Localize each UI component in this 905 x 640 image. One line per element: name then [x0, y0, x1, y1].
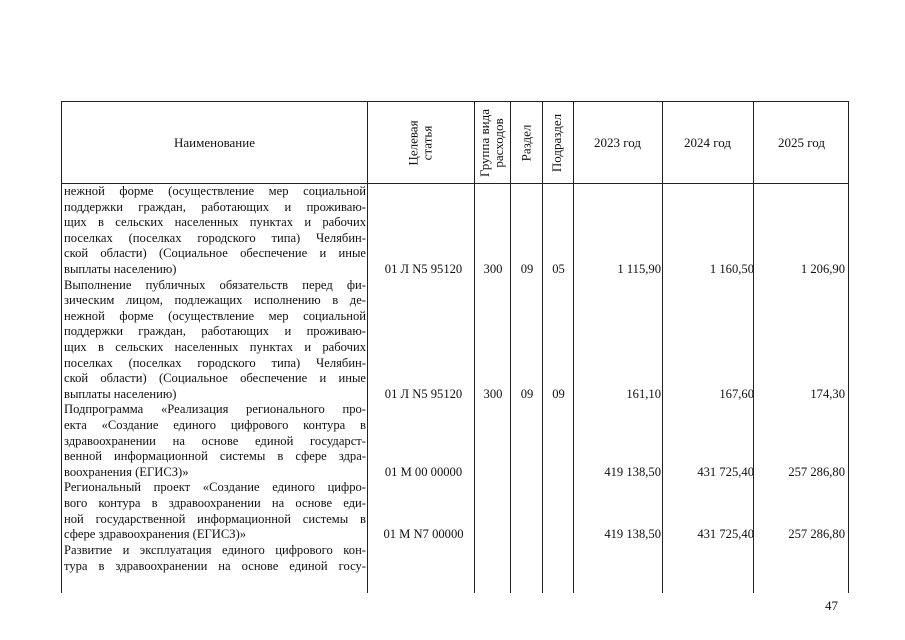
name-line: поддержки граждан, работающих и проживаю- — [64, 199, 366, 214]
cell-2024: 431 725,40 — [697, 527, 754, 541]
table-row-name — [64, 278, 366, 403]
name-line: выплаты населению) — [64, 261, 177, 276]
table-row-name — [64, 543, 366, 574]
name-line: Подпрограмма «Реализация регионального про- — [64, 402, 366, 417]
header-2025 — [753, 102, 850, 183]
header-expense-group-line: расходов — [491, 117, 507, 168]
cell-target-article: 01 М 00 00000 — [384, 465, 463, 479]
name-line: Развитие и эксплуатация единого цифрового кон- — [64, 543, 366, 557]
cell-target-article: 01 М N7 00000 — [383, 527, 464, 541]
name-line: нежной форме (осуществление мер социальной — [64, 308, 366, 323]
name-line: тура в здравоохранении на основе единой госу- — [64, 558, 366, 573]
header-2025-label: 2025 год — [778, 134, 825, 150]
cell-subsection: 05 — [552, 262, 565, 276]
name-line: екта «Создание единого цифрового контура в — [64, 417, 366, 432]
name-line: нежной форме (осуществление мер социальной — [64, 184, 366, 198]
cell-subsection: 09 — [552, 387, 565, 401]
cell-2023: 161,10 — [626, 387, 661, 401]
header-target-article — [367, 102, 474, 183]
name-line: вого контура в здравоохранении на основе еди- — [64, 495, 366, 510]
table-row-name — [64, 480, 366, 542]
header-2024-label: 2024 год — [684, 134, 731, 150]
name-line: сфере здравоохранения (ЕГИСЗ)» — [64, 527, 247, 542]
header-subsection — [542, 102, 573, 183]
header-2023 — [573, 102, 662, 183]
name-line: воохранения (ЕГИСЗ)» — [64, 464, 189, 479]
cell-2023: 419 138,50 — [604, 527, 661, 541]
cell-2024: 431 725,40 — [697, 465, 754, 479]
name-line: выплаты населению) — [64, 386, 177, 401]
name-line: здравоохранении на основе единой государст- — [64, 433, 366, 448]
name-line: щих в сельских населенных пунктах и рабочих — [64, 215, 366, 230]
header-target-article-label — [406, 120, 434, 165]
header-section — [510, 102, 542, 183]
header-section-label: Раздел — [518, 124, 533, 161]
cell-2023: 419 138,50 — [604, 465, 661, 479]
page-number: 47 — [825, 598, 838, 613]
header-expense-group-line: Группа вида — [477, 108, 493, 177]
cell-2024: 167,60 — [719, 387, 754, 401]
table-row-name — [64, 184, 366, 278]
cell-expense-group: 300 — [483, 262, 503, 276]
name-line: Региональный проект «Создание единого цифро- — [64, 480, 366, 495]
name-line: Выполнение публичных обязательств перед фи- — [64, 277, 366, 292]
name-line: поселках (поселках городского типа) Челябин- — [64, 355, 366, 370]
name-line: ской области) (Социальное обеспечение и иные — [64, 246, 366, 261]
header-2024 — [662, 102, 753, 183]
name-line: венной информационной системы в сфере здра- — [64, 449, 366, 464]
header-name-label: Наименование — [174, 134, 255, 150]
budget-table — [61, 101, 849, 593]
table-row-name — [64, 402, 366, 480]
name-line: поддержки граждан, работающих и проживаю- — [64, 324, 366, 339]
cell-2023: 1 115,90 — [617, 262, 661, 276]
cell-section: 09 — [520, 387, 534, 401]
name-line: щих в сельских населенных пунктах и рабочих — [64, 339, 366, 354]
name-line: поселках (поселках городского типа) Челябин- — [64, 230, 366, 245]
name-line: зическим лицом, подлежащих исполнению в де- — [64, 293, 366, 308]
cell-2024: 1 160,50 — [709, 262, 754, 276]
cell-2025: 257 286,80 — [788, 527, 845, 541]
header-subsection-label: Подраздел — [549, 113, 565, 172]
cell-2025: 1 206,90 — [800, 262, 845, 276]
header-target-article-line: Целевая — [405, 119, 421, 166]
name-line: ной государственной информационной системы в — [64, 511, 366, 526]
header-expense-group-label — [478, 109, 506, 177]
cell-section: 09 — [520, 262, 534, 276]
name-line: ской области) (Социальное обеспечение и иные — [64, 371, 366, 386]
header-target-article-line: статья — [419, 125, 435, 160]
header-2023-label: 2023 год — [594, 134, 641, 150]
cell-2025: 257 286,80 — [788, 465, 845, 479]
cell-2025: 174,30 — [810, 387, 845, 401]
cell-expense-group: 300 — [483, 387, 503, 401]
header-name — [62, 102, 367, 183]
cell-target-article: 01 Л N5 95120 — [384, 387, 463, 401]
cell-target-article: 01 Л N5 95120 — [384, 262, 463, 276]
header-expense-group — [474, 102, 510, 183]
